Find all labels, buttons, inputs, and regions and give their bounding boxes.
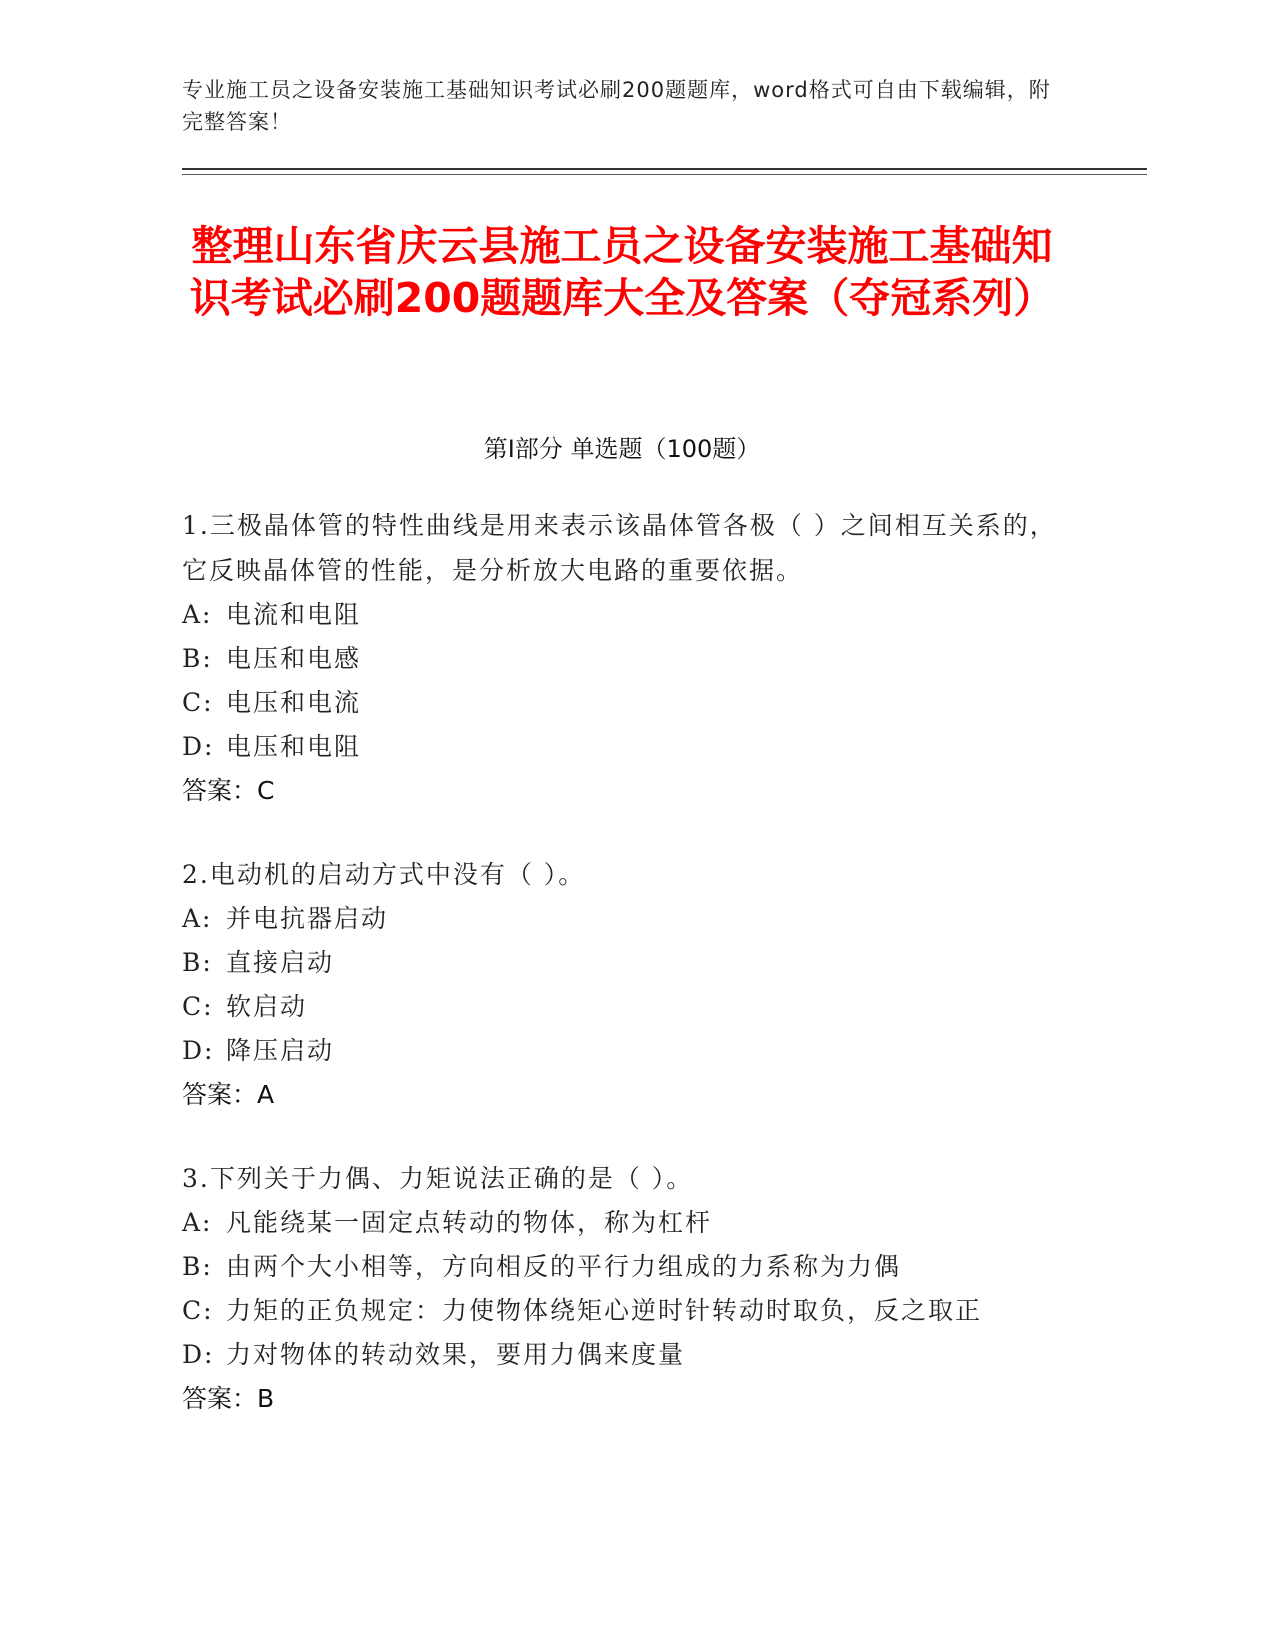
option-text: 力矩的正负规定：力使物体绕矩心逆时针转动时取负，反之取正 [226, 1296, 983, 1325]
option-d [182, 1029, 1062, 1073]
option-b [182, 1245, 1062, 1289]
option-c [182, 985, 1062, 1029]
question-1 [182, 503, 1062, 813]
question-stem: 3.下列关于力偶、力矩说法正确的是（ ）。 [182, 1164, 694, 1193]
document-title: 整理山东省庆云县施工员之设备安装施工基础知识考试必刷200题题库大全及答案（夺冠系列） [189, 222, 1055, 322]
question-stem: 2.电动机的启动方式中没有（ ）。 [182, 860, 586, 889]
section-title: 第Ⅰ部分 单选题（100题） [483, 435, 761, 463]
option-text: 并电抗器启动 [226, 904, 389, 933]
option-text: 凡能绕某一固定点转动的物体，称为杠杆 [226, 1208, 713, 1237]
option-text: 力对物体的转动效果，要用力偶来度量 [226, 1340, 686, 1369]
option-key: A: [182, 1208, 213, 1237]
option-key: B: [182, 644, 213, 673]
option-key: D: [182, 1036, 215, 1065]
option-text: 电压和电阻 [226, 732, 362, 761]
answer: 答案：B [182, 1384, 275, 1413]
option-key: C: [182, 992, 214, 1021]
option-key: B: [182, 1252, 213, 1281]
option-key: A: [182, 904, 213, 933]
option-c [182, 1289, 1062, 1333]
option-key: D: [182, 732, 215, 761]
option-key: C: [182, 1296, 214, 1325]
option-a [182, 1201, 1062, 1245]
option-text: 软启动 [226, 992, 308, 1021]
header-note: 专业施工员之设备安装施工基础知识考试必刷200题题库，word格式可自由下载编辑，附完整答案！ [182, 78, 1051, 134]
header-rule-thin [182, 174, 1147, 175]
option-text: 电流和电阻 [226, 600, 362, 629]
option-b [182, 637, 1062, 681]
option-text: 直接启动 [226, 948, 335, 977]
option-d [182, 725, 1062, 769]
answer: 答案：C [182, 776, 275, 805]
question-2 [182, 852, 1062, 1117]
option-b [182, 941, 1062, 985]
question-3 [182, 1156, 1062, 1421]
option-key: D: [182, 1340, 215, 1369]
option-text: 由两个大小相等，方向相反的平行力组成的力系称为力偶 [226, 1252, 902, 1281]
option-d [182, 1333, 1062, 1377]
option-text: 电压和电流 [226, 688, 362, 717]
option-a [182, 897, 1062, 941]
option-c [182, 681, 1062, 725]
option-key: B: [182, 948, 213, 977]
option-key: C: [182, 688, 214, 717]
option-a [182, 593, 1062, 637]
question-stem: 1.三极晶体管的特性曲线是用来表示该晶体管各极（ ）之间相互关系的，它反映晶体管的性能，是分析放大电路的重要依据。 [182, 511, 1057, 585]
option-text: 电压和电感 [226, 644, 362, 673]
option-text: 降压启动 [226, 1036, 335, 1065]
header-rule-thick [182, 168, 1147, 170]
option-key: A: [182, 600, 213, 629]
answer: 答案：A [182, 1080, 275, 1109]
